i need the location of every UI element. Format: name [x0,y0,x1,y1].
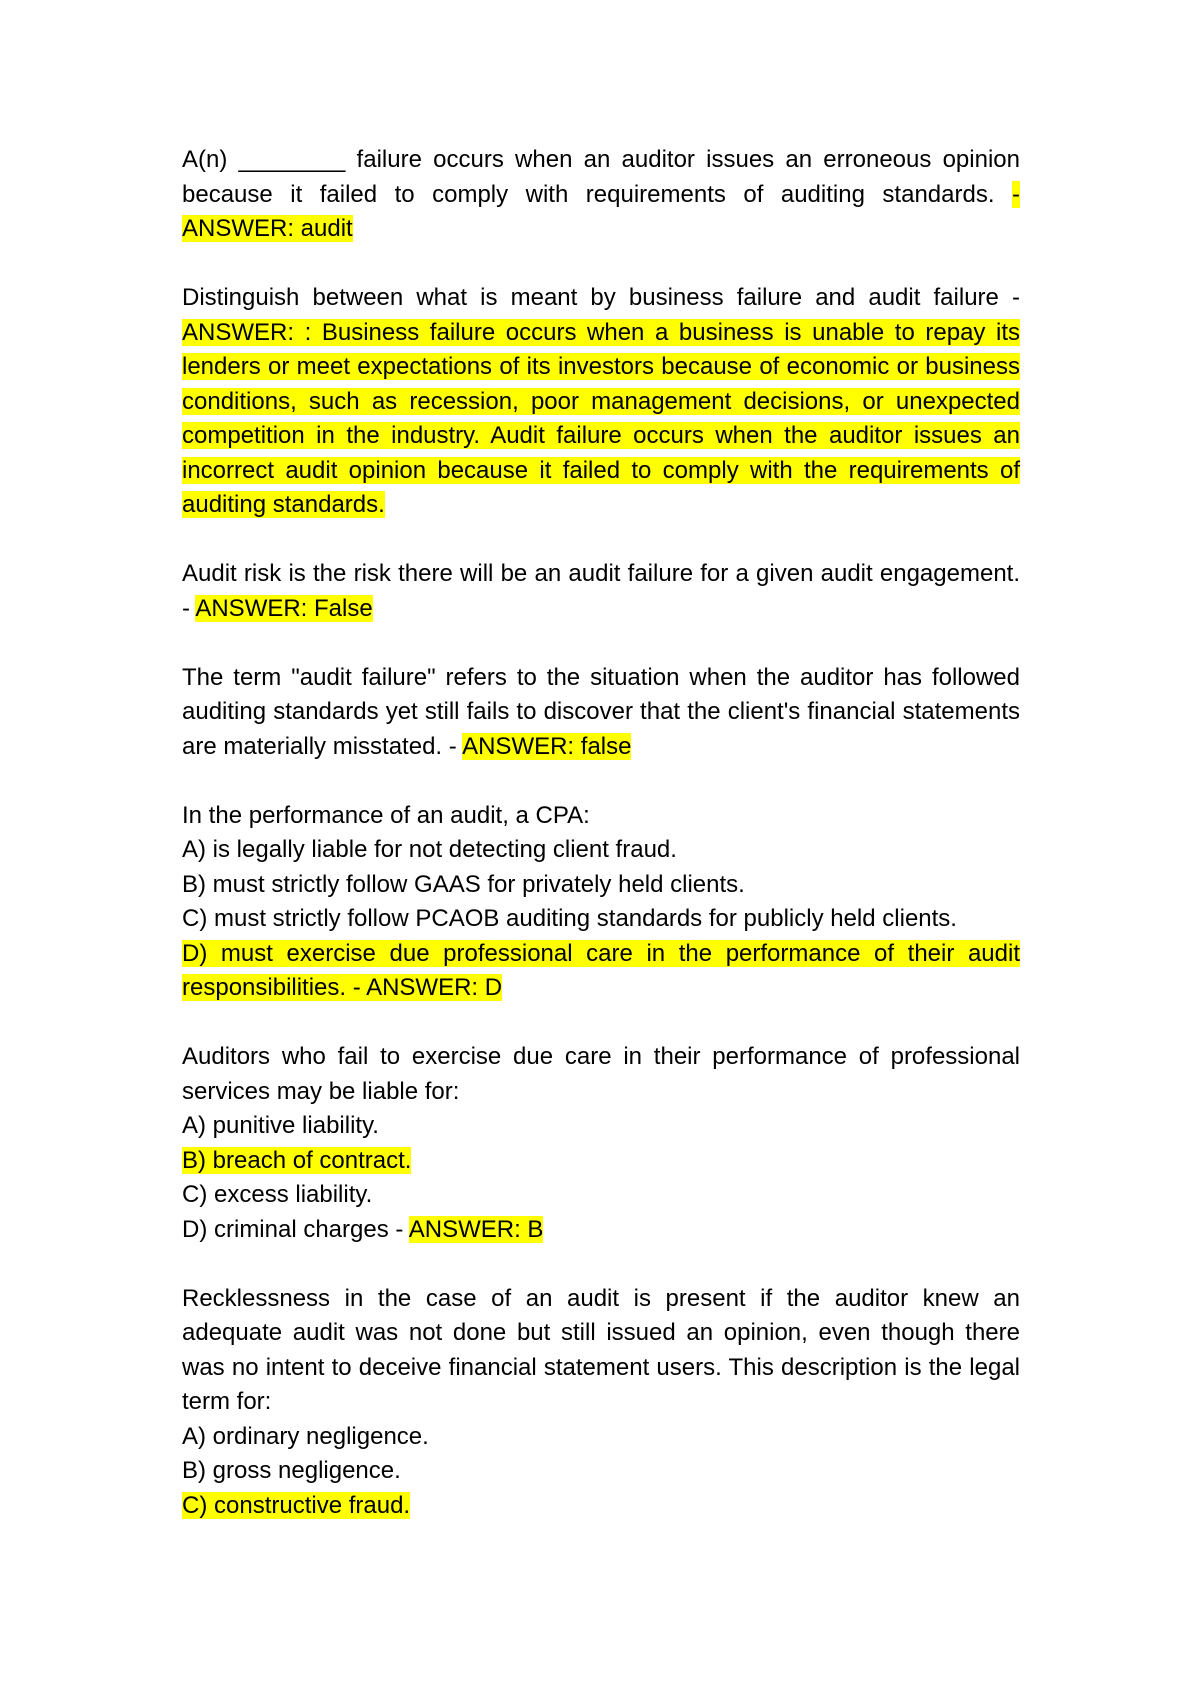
answer-5: D) must exercise due professional care in the performance of their audit responsibilities. - ANSWER: D [182,939,1020,1001]
option-7a: A) ordinary negligence. [182,1422,429,1450]
qa-item-6 [182,1040,1020,1247]
question-7: Recklessness in the case of an audit is present if the auditor knew an adequate audit was not done but still issued an opinion, even though there was no intent to deceive financial statement users. This description is the legal term for: [182,1284,1020,1415]
option-5a: A) is legally liable for not detecting client fraud. [182,836,677,863]
question-1: A(n) ________ failure occurs when an auditor issues an erroneous opinion because it failed to comply with requirements of auditing standards. [182,146,1020,208]
answer-2: ANSWER: : Business failure occurs when a business is unable to repay its lenders or meet expectations of its investors because of economic or business conditions, such as recession, poor management decisions, or unexpected competition in the industry. Audit failure occurs when the auditor issues an incorrect audit opinion because it failed to comply with the requirements of auditing standards. [182,318,1020,518]
answer-1: - ANSWER: audit [182,180,1020,242]
option-7c: C) constructive fraud. [182,1491,411,1519]
qa-item-5 [182,799,1020,1006]
option-6a: A) punitive liability. [182,1112,379,1139]
question-4: The term "audit failure" refers to the situation when the auditor has followed auditing standards yet still fails to discover that the client's financial statements are materially misstated. - [182,663,1020,760]
qa-item-7 [182,1282,1020,1524]
question-6: Auditors who fail to exercise due care in their performance of professional services may be liable for: [182,1043,1020,1105]
option-7b: B) gross negligence. [182,1457,401,1484]
answer-5-wrap [182,937,1020,1006]
qa-item-2 [182,281,1020,523]
qa-item-4 [182,661,1020,765]
option-5c: C) must strictly follow PCAOB auditing standards for publicly held clients. [182,905,957,932]
document-page [182,143,1020,1558]
option-6d: D) criminal charges - [182,1215,404,1243]
answer-4: ANSWER: false [462,732,632,760]
option-5b: B) must strictly follow GAAS for privately held clients. [182,870,745,898]
option-6d-wrap [182,1213,1020,1248]
option-6b: B) breach of contract. [182,1146,412,1174]
option-6b-wrap [182,1144,1020,1179]
question-5: In the performance of an audit, a CPA: [182,801,590,829]
question-3: Audit risk is the risk there will be an audit failure for a given audit engagement. - [182,560,1020,622]
option-7c-wrap [182,1489,1020,1524]
qa-item-1 [182,143,1020,247]
option-6c: C) excess liability. [182,1181,373,1208]
question-2: Distinguish between what is meant by business failure and audit failure - [182,284,1020,311]
qa-item-3 [182,557,1020,626]
answer-6: ANSWER: B [408,1215,544,1243]
answer-3: ANSWER: False [195,594,373,622]
